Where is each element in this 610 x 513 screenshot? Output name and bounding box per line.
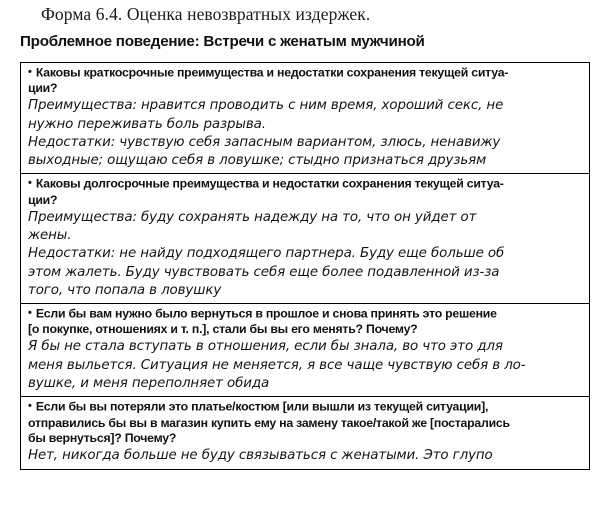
table-row bbox=[21, 174, 589, 304]
bullet-icon: • bbox=[28, 307, 32, 320]
page-title: Форма 6.4. Оценка невозвратных издержек. bbox=[41, 4, 371, 24]
question-text bbox=[28, 65, 583, 97]
question-line-text: ции? bbox=[28, 81, 58, 96]
worksheet-table bbox=[20, 62, 590, 470]
answer-text bbox=[28, 447, 583, 465]
answer-line: Я бы не стала вступать в отношения, если бы знала, во что это для bbox=[28, 339, 503, 355]
answer-line: жены. bbox=[28, 227, 72, 243]
answer-line: нужно переживать боль разрыва. bbox=[28, 116, 266, 132]
answer-line: этом жалеть. Буду чувствовать себя еще более подавленной из-за bbox=[28, 264, 500, 280]
question-line-text: Если бы вам нужно было вернуться в прошлое и снова принять это решение bbox=[35, 306, 497, 321]
question-text bbox=[28, 176, 583, 208]
page-subtitle: Проблемное поведение: Встречи с женатым мужчиной bbox=[20, 32, 425, 50]
question-line bbox=[28, 176, 583, 192]
question-line-text: Каковы краткосрочные преимущества и недостатки сохранения текущей ситуа- bbox=[35, 65, 509, 80]
bullet-icon: • bbox=[28, 177, 32, 190]
answer-text bbox=[28, 338, 583, 393]
question-line-text: бы вернуться]? Почему? bbox=[28, 431, 177, 446]
answer-line: Недостатки: чувствую себя запасным вариантом, злюсь, ненавижу bbox=[28, 134, 501, 150]
question-line bbox=[28, 193, 583, 209]
bullet-icon: • bbox=[28, 400, 32, 413]
question-line-text: отправились бы вы в магазин купить ему на замену такое/такой же [постарались bbox=[28, 415, 510, 430]
question-line bbox=[28, 306, 583, 322]
question-line bbox=[28, 322, 583, 338]
question-line bbox=[28, 399, 583, 415]
table-row bbox=[21, 397, 589, 469]
answer-line: вушке, и меня переполняет обида bbox=[28, 375, 270, 391]
answer-line: Преимущества: нравится проводить с ним время, хороший секс, не bbox=[28, 98, 504, 114]
answer-line: выходные; ощущаю себя в ловушке; стыдно признаться друзьям bbox=[28, 153, 487, 169]
question-line bbox=[28, 81, 583, 97]
answer-line: Нет, никогда больше не буду связываться с женатыми. Это глупо bbox=[28, 448, 493, 464]
question-line-text: Если бы вы потеряли это платье/костюм [или вышли из текущей ситуации], bbox=[35, 399, 489, 414]
question-line bbox=[28, 65, 583, 81]
question-line-text: [о покупке, отношениях и т. п.], стали бы вы его менять? Почему? bbox=[28, 322, 418, 337]
question-line bbox=[28, 431, 583, 447]
question-line-text: Каковы долгосрочные преимущества и недостатки сохранения текущей ситуа- bbox=[35, 176, 504, 191]
table-row bbox=[21, 63, 589, 174]
question-line-text: ции? bbox=[28, 192, 58, 207]
question-line bbox=[28, 416, 583, 432]
question-text bbox=[28, 399, 583, 447]
answer-line: того, что попала в ловушку bbox=[28, 282, 222, 298]
answer-line: Преимущества: буду сохранять надежду на то, что он уйдет от bbox=[28, 209, 477, 225]
answer-line: меня выльется. Ситуация не меняется, я все чаще чувствую себя в ло- bbox=[28, 357, 526, 373]
answer-line: Недостатки: не найду подходящего партнера. Буду еще больше об bbox=[28, 246, 505, 262]
table-row bbox=[21, 304, 589, 397]
bullet-icon: • bbox=[28, 66, 32, 78]
answer-text bbox=[28, 97, 583, 170]
answer-text bbox=[28, 209, 583, 300]
question-text bbox=[28, 306, 583, 338]
